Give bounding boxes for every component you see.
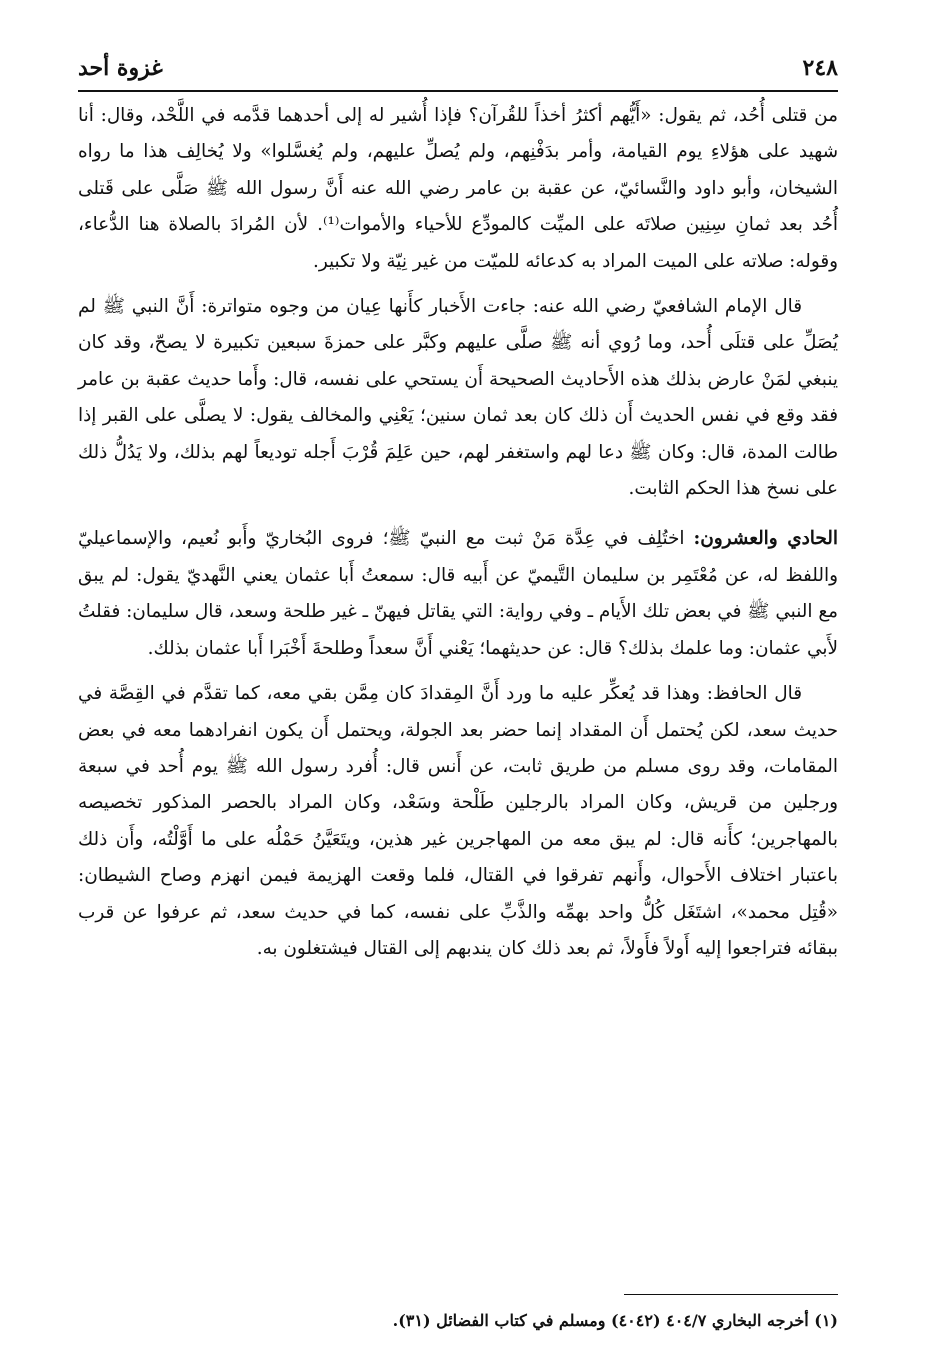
page-number: ٢٤٨: [802, 55, 838, 81]
running-head: [78, 48, 838, 88]
paragraph-3-text: اختُلِف في عِدَّة مَنْ ثبت مع النبيّ ﷺ؛ فروى البُخاريّ وأَبو نُعيم، والإسماعيليّ واللفظ له، عن مُعْتَمِر بن سليمان التَّيميّ عن أَبيه قال: سمعتُ أَبا عثمان يعني النَّهديّ يقول: لم يبق مع النبي ﷺ في بعض تلك الأَيام ـ وفي رواية: التي يقاتل فيهنّ ـ غير طلحة وسعد، قال سليمان: فقلتُ لأَبي عثمان: وما علمك بذلك؟ قال: عن حديثهما؛ يَعْني أَنَّ سعداً وطلحةَ أَخْبَرا أَبا عثمان بذلك.: [78, 528, 838, 659]
footnote-1: (١) أخرجه البخاري ٤٠٤/٧ (٤٠٤٢) ومسلم في كتاب الفضائل (٣١).: [392, 1311, 838, 1330]
running-title: غزوة أحد: [78, 55, 163, 81]
book-page: [78, 40, 838, 1330]
paragraph-2: قال الإمام الشافعيّ رضي الله عنه: جاءت الأَخبار كأَنها عِيان من وجوه متواترة: أَنَّ النبي ﷺ لم يُصَلِّ على قتلَى أُحد، وما رُوي أنه ﷺ صلَّى عليهم وكبَّر على حمزةَ سبعين تكبيرة لا يصحّ، وقد كان ينبغي لمَنْ عارض بذلك هذه الأَحاديث الصحيحة أَن يستحي على نفسه، قال: وأَما حديث عقبة بن عامر فقد وقع في نفس الحديث أَن ذلك كان بعد ثمان سنين؛ يَعْنِي والمخالف يقول: لا يصلَّى على القبر إذا طالت المدة، قال: وكان ﷺ دعا لهم واستغفر لهم، حين عَلِمَ قُرْبَ أَجله توديعاً لهم بذلك، ولا يَدُلُّ ذلك على نسخ هذا الحكم الثابت.: [78, 296, 838, 500]
paragraph-4: قال الحافظ: وهذا قد يُعكِّر عليه ما ورد أَنَّ المِقدادَ كان مِمَّن بقي معه، كما تقدَّم في القِصَّة في حديث سعد، لكن يُحتمل أَن المقداد إنما حضر بعد الجولة، ويحتمل أَن يكون انفرادهما معه في بعض المقامات، وقد روى مسلم من طريق ثابت، عن أَنس قال: أُفرد رسول الله ﷺ يوم أُحد في سبعة ورجلين من قريش، وكان المراد بالرجلين طَلْحة وسَعْد، وكان المراد بالحصر المذكور تخصيصه بالمهاجرين؛ كأَنه قال: لم يبق معه من المهاجرين غير هذين، ويتَعَيَّنُ حَمْلُه على ما أَوَّلْتُه، وأَن ذلك باعتبار اختلاف الأَحوال، وأَنهم تفرقوا في القتال، فلما وقعت الهزيمة فيمن انهزم وصاح الشيطان: «قُتِل محمد»، اشتَغَل كُلُّ واحد بهمِّه والذَّبِّ على نفسه، كما في حديث سعد، ثم عرفوا عن قرب ببقائه فتراجعوا إليه أَولاً فأَولاً، ثم بعد ذلك كان يندبهم إلى القتال فيشتغلون به.: [78, 683, 838, 959]
paragraph-3-heading: الحادي والعشرون:: [693, 528, 838, 550]
paragraph-1: من قتلى أُحُد، ثم يقول: «أَيُّهم أكثرُ أخذاً للقُرآن؟ فإذا أُشير له إلى أحدهما قدَّمه في اللَّحْد، وقال: أنا شهيد على هؤلاءِ يوم القيامة، وأمر بدَفْنِهم، ولم يُصلِّ عليهم، ولم يُغسَّلوا» ولا يُخالِف هذا ما رواه الشيخان، وأبو داود والنَّسائيّ، عن عقبة بن عامر رضي الله عنه أَنَّ رسول الله ﷺ صَلَّى على قَتلى أُحُد بعد ثمانِ سِنِين صلاتَه على الميِّت كالمودِّع للأحياء والأموات⁽¹⁾. لأن المُرادَ بالصلاة هنا الدُّعاء، وقوله: صلاته على الميت المراد به كدعائه للميّت من غير نِيّة ولا تكبير.: [78, 105, 838, 272]
header-divider: [78, 90, 838, 92]
footnote-divider: [624, 1294, 838, 1295]
main-text: [78, 98, 838, 967]
paragraph-3: [78, 521, 838, 667]
